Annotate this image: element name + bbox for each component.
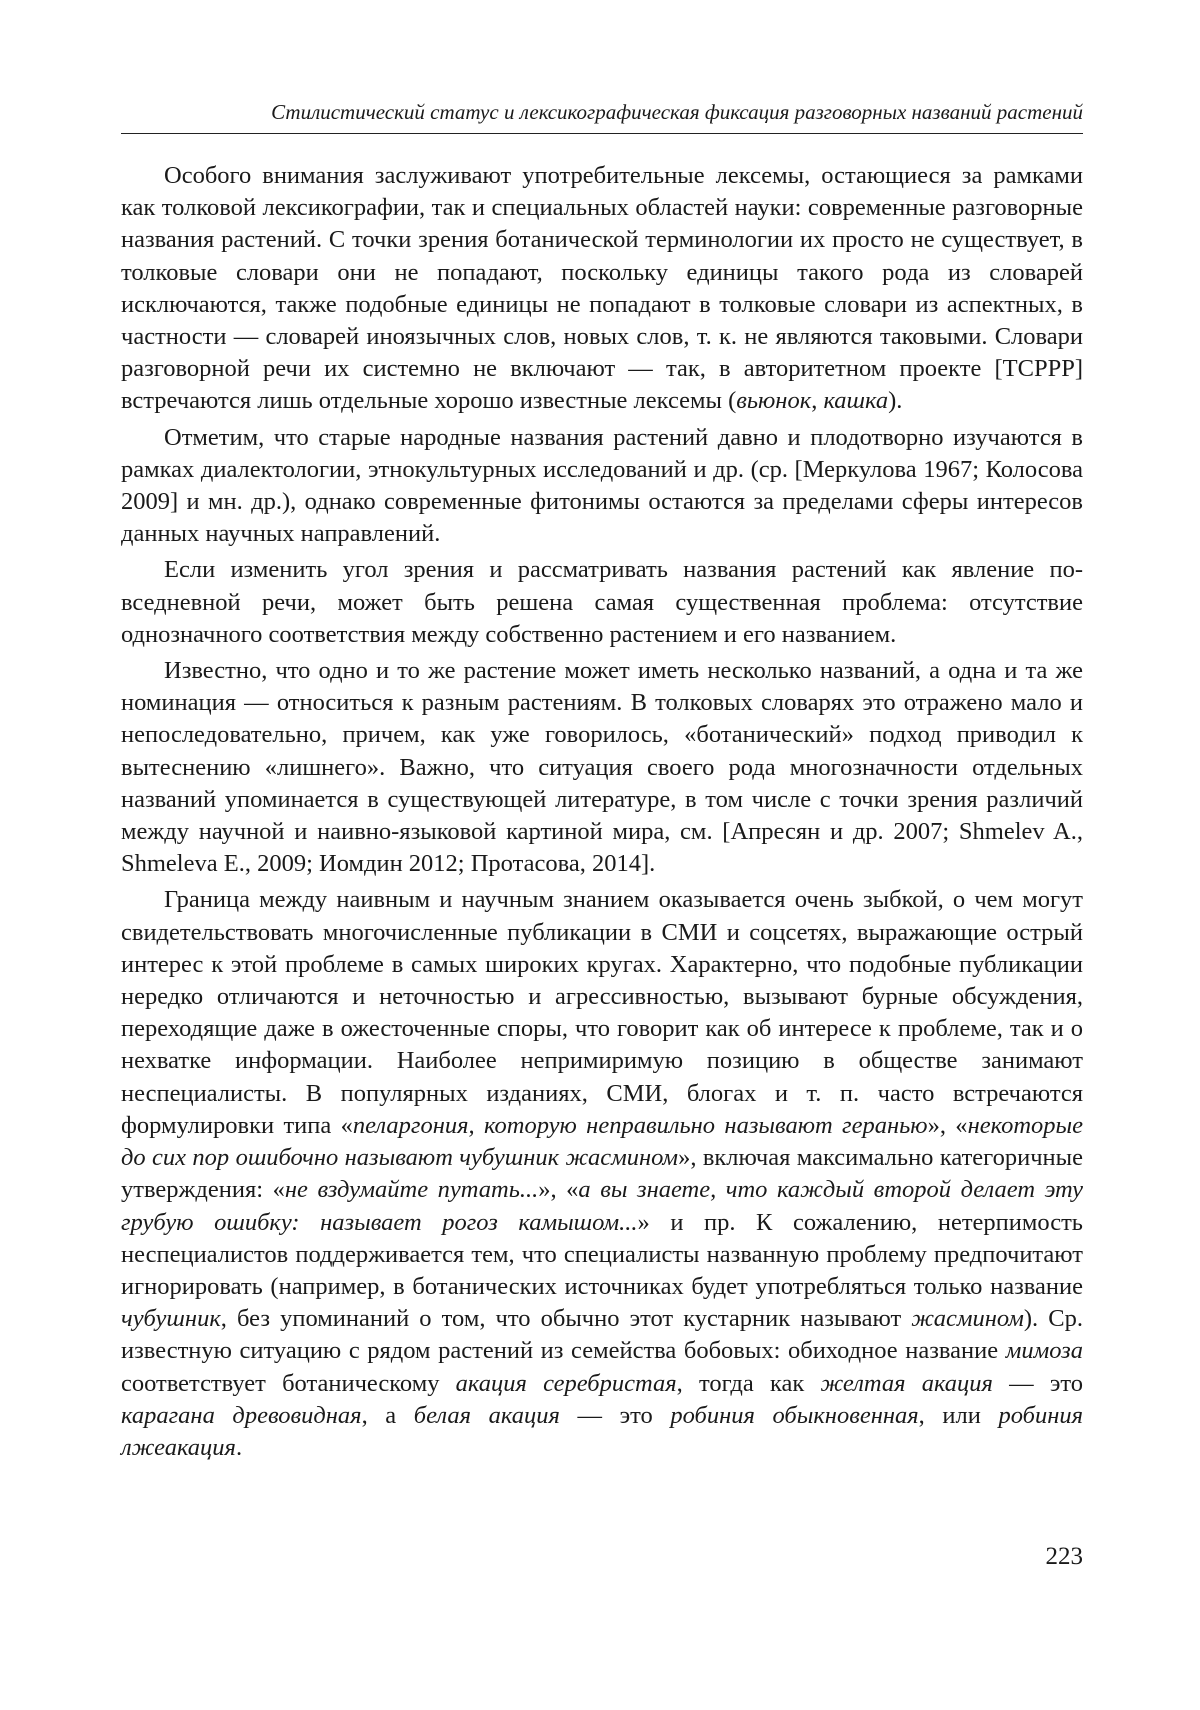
italic-quote: а вы знаете, что каждый второй делает эту грубую ошибку: называет рогоз камышом... [121,1176,1084,1236]
text-run: , без упоминаний о том, что обычно этот кустарник называют [220,1305,912,1333]
paragraph-3 [121,554,1083,651]
text-run: . [235,1433,243,1461]
text-run: Если изменить угол зрения и рассматривать названия растений как явление повседневной речи, может быть решена самая существенная проблема: отсутствие однозначного соответствия между собственно растением и его названием. [121,556,1083,648]
text-run: , [811,387,824,415]
text-run: Известно, что одно и то же растение может иметь несколько названий, а одна и та же номинация — относиться к разным растениям. В толковых словарях это отражено мало и непоследовательно, причем, как уже говорилось, «ботанический» подход приводил к вытеснению «лишнего». Важно, что ситуация своего рода многозначности отдельных названий упоминается в существующей литературе, в том числе с точки зрения различий между научной и наивно-языковой картиной мира, см. [Апресян и др. 2007; Shmelev A., Shmeleva E., 2009; Иомдин 2012; Протасова, 2014]. [121,657,1083,878]
italic-term: робиния лжеакация [121,1401,1083,1461]
italic-quote: некоторые до сих пор ошибочно называют чубушник жасмином [121,1111,1084,1172]
paragraph-1 [121,160,1083,418]
italic-term: карагана древовидная [121,1401,362,1429]
paragraph-5 [121,884,1083,1464]
text-run: ). [888,387,903,415]
text-run: — это [992,1369,1083,1397]
italic-term: белая акация [413,1401,560,1429]
text-run: Граница между наивным и научным знанием оказывается очень зыбкой, о чем могут свидетельствовать многочисленные публикации в СМИ и соцсетях, выражающие острый интерес к этой проблеме в самых широких кругах. Характерно, что подобные публикации нередко отличаются и неточностью и агрессивностью, вызывают бурные обсуждения, переходящие даже в ожесточенные споры, что говорит как об интересе к проблеме, так и о нехватке информации. Наиболее непримиримую позицию в обществе занимают неспециалисты. В популярных изданиях, СМИ, блогах и т. п. часто встречаются формулировки типа « [121,886,1083,1139]
italic-quote: не вздумайте путать... [284,1176,539,1204]
italic-term: кашка [823,387,889,415]
page-number: 223 [1045,1543,1083,1570]
italic-term: акация серебристая [455,1369,677,1397]
article-body [121,160,1083,1464]
paragraph-2 [121,422,1083,551]
text-run: Отметим, что старые народные названия растений давно и плодотворно изучаются в рамках диалектологии, этнокультурных исследований и др. (ср. [Меркулова 1967; Колосова 2009] и мн. др.), однако современные фитонимы остаются за пределами сферы интересов данных научных направлений. [121,423,1083,548]
text-run: », « [538,1176,579,1204]
italic-term: желтая акация [820,1369,993,1397]
italic-term: робиния обыкновенная [670,1401,919,1429]
italic-term: жасмином [911,1305,1024,1333]
running-head: Стилистический статус и лексикографическая фиксация разговорных названий растений [271,100,1083,124]
italic-term: мимоза [1005,1337,1083,1365]
text-run: — это [559,1401,671,1429]
text-run: , а [361,1401,414,1429]
paragraph-4 [121,655,1083,880]
text-run: », включая максимально категоричные утверждения: « [121,1144,1083,1204]
text-run: », « [927,1111,968,1139]
italic-term: чубушник [121,1305,221,1333]
italic-quote: пеларгония, которую неправильно называют геранью [352,1111,928,1139]
italic-term: вьюнок [736,387,812,415]
text-run: ). Ср. известную ситуацию с рядом растений из семейства бобовых: обиходное название [121,1305,1083,1365]
text-run: » и пр. К сожалению, нетерпимость неспециалистов поддерживается тем, что специалисты названную проблему предпочитают игнорировать (например, в ботанических источниках будет употребляться только название [121,1208,1083,1300]
header-rule [121,133,1083,134]
text-run: соответствует ботаническому [121,1369,456,1397]
text-run: Особого внимания заслуживают употребительные лексемы, остающиеся за рамками как толковой лексикографии, так и специальных областей науки: современные разговорные названия растений. С точки зрения ботанической терминологии их просто не существует, в толковые словари они не попадают, поскольку единицы такого рода из словарей исключаются, также подобные единицы не попадают в толковые словари из аспектных, в частности — словарей иноязычных слов, новых слов, т. к. не являются таковыми. Словари разговорной речи их системно не включают — так, в авторитетном проекте [ТСРРР] встречаются лишь отдельные хорошо известные лексемы ( [121,162,1083,415]
text-run: , тогда как [676,1369,821,1397]
text-run: , или [918,1401,999,1429]
